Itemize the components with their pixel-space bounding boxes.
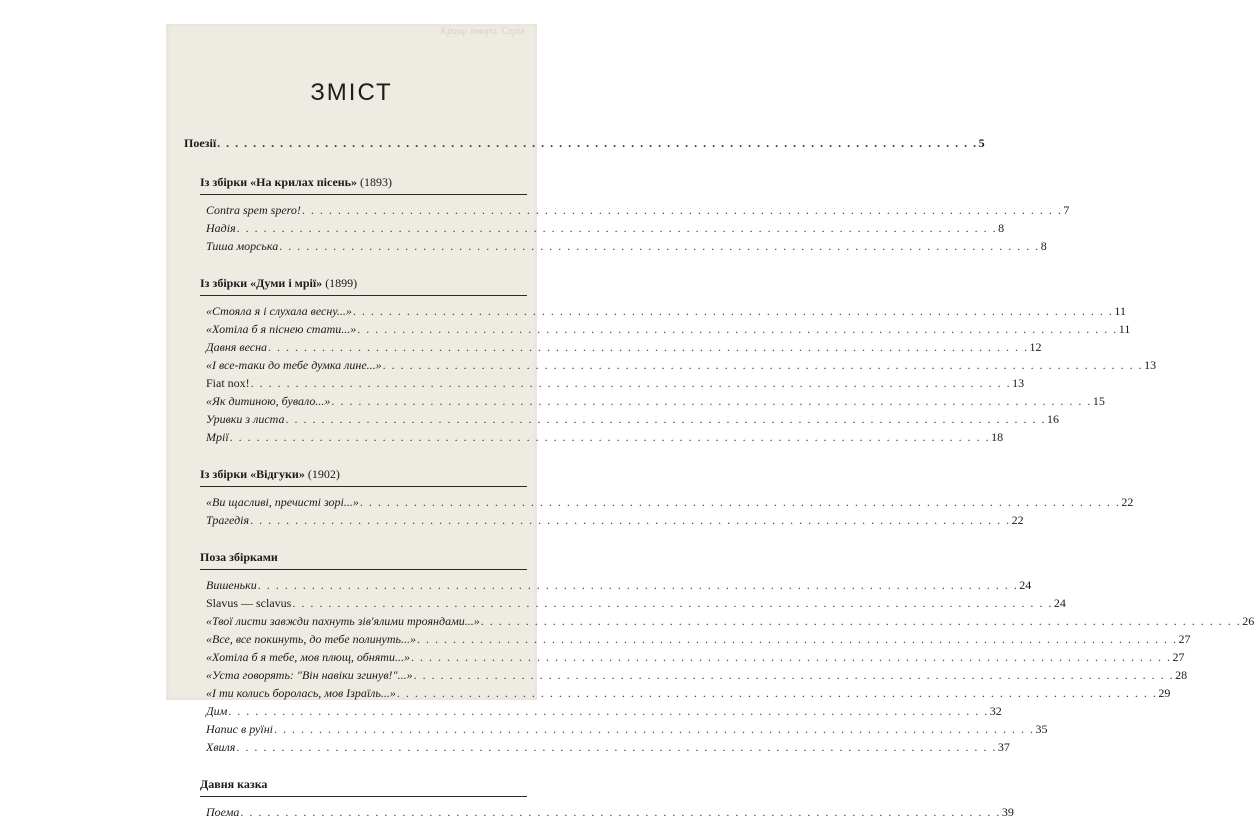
- toc-top-entry[interactable]: [184, 134, 985, 154]
- toc-page-number: 27: [1178, 632, 1191, 646]
- toc-entry[interactable]: [206, 576, 1032, 594]
- toc-page-number: 35: [1035, 722, 1048, 736]
- toc-entry[interactable]: [206, 594, 1066, 612]
- dot-leader: [274, 720, 1035, 738]
- toc-entry[interactable]: [206, 511, 1024, 529]
- toc-entry[interactable]: [206, 320, 1131, 338]
- dot-leader: [383, 356, 1144, 374]
- book-page: [166, 24, 1254, 819]
- toc-page-number: 28: [1175, 668, 1188, 682]
- toc-entry[interactable]: [206, 738, 1010, 756]
- toc-page-number: 24: [1053, 596, 1066, 610]
- toc-page-number: 16: [1046, 412, 1059, 426]
- dot-leader: [481, 612, 1242, 630]
- toc-entry[interactable]: [206, 803, 1014, 821]
- toc-entry-label: Contra spem spero!: [206, 203, 301, 217]
- section-heading-text: Із збірки «Думи і мрії»: [200, 276, 323, 290]
- toc-entry[interactable]: [206, 374, 1025, 392]
- dot-leader: [228, 702, 989, 720]
- toc-entry-label: «Як дитиною, бувало...»: [206, 394, 331, 408]
- dot-leader: [236, 738, 997, 756]
- toc-entry-label: Трагедія: [206, 513, 250, 527]
- section-year: (1899): [325, 276, 358, 290]
- section-heading-text: Давня казка: [200, 777, 268, 791]
- toc-page-number: 13: [1144, 358, 1157, 372]
- toc-section: [184, 464, 1134, 529]
- toc-entry-label: Вишеньки: [206, 578, 257, 592]
- section-heading: [200, 273, 527, 296]
- dot-leader: [279, 237, 1040, 255]
- toc-entry-label: «Ви щасливі, пречисті зорі...»: [206, 495, 359, 509]
- toc-entry[interactable]: [206, 338, 1042, 356]
- dot-leader: [217, 134, 978, 152]
- toc-page-number: 7: [1063, 203, 1070, 217]
- toc-entry[interactable]: [206, 392, 1105, 410]
- toc-page-number: 8: [998, 221, 1005, 235]
- dot-leader: [302, 201, 1063, 219]
- dot-leader: [360, 493, 1121, 511]
- toc-entry[interactable]: [206, 666, 1188, 684]
- toc-page-number: 32: [989, 704, 1002, 718]
- toc-entry[interactable]: [206, 612, 1254, 630]
- toc-page-number: 29: [1158, 686, 1171, 700]
- toc-page-number: 26: [1242, 614, 1254, 628]
- toc-section: [184, 273, 1157, 446]
- toc-entry-label: Дим: [206, 704, 228, 718]
- dot-leader: [251, 374, 1012, 392]
- toc-section: [184, 172, 1070, 255]
- toc-entry[interactable]: [206, 356, 1157, 374]
- toc-page-number: 12: [1029, 340, 1042, 354]
- dot-leader: [240, 803, 1001, 821]
- toc-section: [184, 774, 1014, 821]
- dot-leader: [230, 428, 991, 446]
- toc-entry-label: Уривки з листа: [206, 412, 285, 426]
- toc-page-number: 27: [1172, 650, 1185, 664]
- toc-entry-label: Fiat nox!: [206, 376, 250, 390]
- toc-entry-label: Хвиля: [206, 740, 236, 754]
- section-year: (1902): [307, 467, 340, 481]
- toc-entry-label: Поема: [206, 805, 240, 819]
- toc-entry[interactable]: [206, 493, 1134, 511]
- dot-leader: [331, 392, 1092, 410]
- toc-page-number: 13: [1012, 376, 1025, 390]
- toc-entry-label: «Твої листи завжди пахнуть зів'ялими трояндами...»: [206, 614, 480, 628]
- toc-entry-label: Тиша морська: [206, 239, 279, 253]
- toc-page-number: 18: [991, 430, 1004, 444]
- toc-entry-label: Давня весна: [206, 340, 268, 354]
- toc-page-number: 22: [1121, 495, 1134, 509]
- section-heading: [200, 547, 527, 570]
- dot-leader: [268, 338, 1029, 356]
- toc-entry-label: Напис в руїні: [206, 722, 273, 736]
- toc-page-number: 24: [1019, 578, 1032, 592]
- toc-entry[interactable]: [206, 630, 1191, 648]
- dot-leader: [417, 630, 1178, 648]
- toc-entry[interactable]: [206, 684, 1171, 702]
- dot-leader: [397, 684, 1158, 702]
- toc-entry[interactable]: [206, 648, 1185, 666]
- toc-section: [184, 547, 1254, 756]
- section-year: (1893): [360, 175, 393, 189]
- toc-entry[interactable]: [206, 237, 1047, 255]
- toc-entry-label: Мрії: [206, 430, 229, 444]
- toc-entry-label: «І все-таки до тебе думка лине...»: [206, 358, 382, 372]
- table-of-contents: [184, 134, 1254, 821]
- dot-leader: [414, 666, 1175, 684]
- section-heading: [200, 172, 527, 195]
- toc-page-number: 22: [1011, 513, 1024, 527]
- toc-entry-label: «Хотіла б я тебе, мов плющ, обняти...»: [206, 650, 410, 664]
- toc-entry-label: Slavus — sclavus: [206, 596, 292, 610]
- page-title: ЗМІСТ: [310, 79, 393, 106]
- section-heading: [200, 464, 527, 487]
- dot-leader: [250, 511, 1011, 529]
- toc-entry[interactable]: [206, 702, 1002, 720]
- toc-entry-label: «Уста говорять: "Він навіки згинув!"...»: [206, 668, 413, 682]
- toc-page-number: 11: [1118, 322, 1131, 336]
- dot-leader: [292, 594, 1053, 612]
- section-heading-text: Із збірки «На крилах пісень»: [200, 175, 358, 189]
- toc-entry-label: «Все, все покинуть, до тебе полинуть...»: [206, 632, 416, 646]
- toc-entry-label: «І ти колись боролась, мов Ізраїль...»: [206, 686, 396, 700]
- running-head: Кращі твори. Серія: [440, 26, 525, 37]
- dot-leader: [258, 576, 1019, 594]
- toc-entry[interactable]: [206, 201, 1070, 219]
- toc-entry[interactable]: [206, 720, 1048, 738]
- section-heading-text: Поза збірками: [200, 550, 278, 564]
- toc-entry-label: Надія: [206, 221, 236, 235]
- toc-entry-label: «Стояла я і слухала весну...»: [206, 304, 352, 318]
- section-heading: [200, 774, 527, 797]
- dot-leader: [237, 219, 998, 237]
- toc-entry-label: Поезії: [184, 136, 217, 150]
- dot-leader: [357, 320, 1118, 338]
- toc-page-number: 37: [997, 740, 1010, 754]
- toc-entry[interactable]: [206, 410, 1059, 428]
- toc-entry[interactable]: [206, 302, 1126, 320]
- toc-page-number: 11: [1114, 304, 1126, 318]
- toc-page-number: 5: [978, 136, 985, 150]
- dot-leader: [353, 302, 1114, 320]
- section-heading-text: Із збірки «Відгуки»: [200, 467, 305, 481]
- toc-entry[interactable]: [206, 428, 1004, 446]
- dot-leader: [285, 410, 1046, 428]
- toc-entry-label: «Хотіла б я піснею стати...»: [206, 322, 357, 336]
- dot-leader: [411, 648, 1172, 666]
- toc-page-number: 8: [1040, 239, 1047, 253]
- toc-page-number: 39: [1001, 805, 1014, 819]
- toc-page-number: 15: [1092, 394, 1105, 408]
- toc-entry[interactable]: [206, 219, 1005, 237]
